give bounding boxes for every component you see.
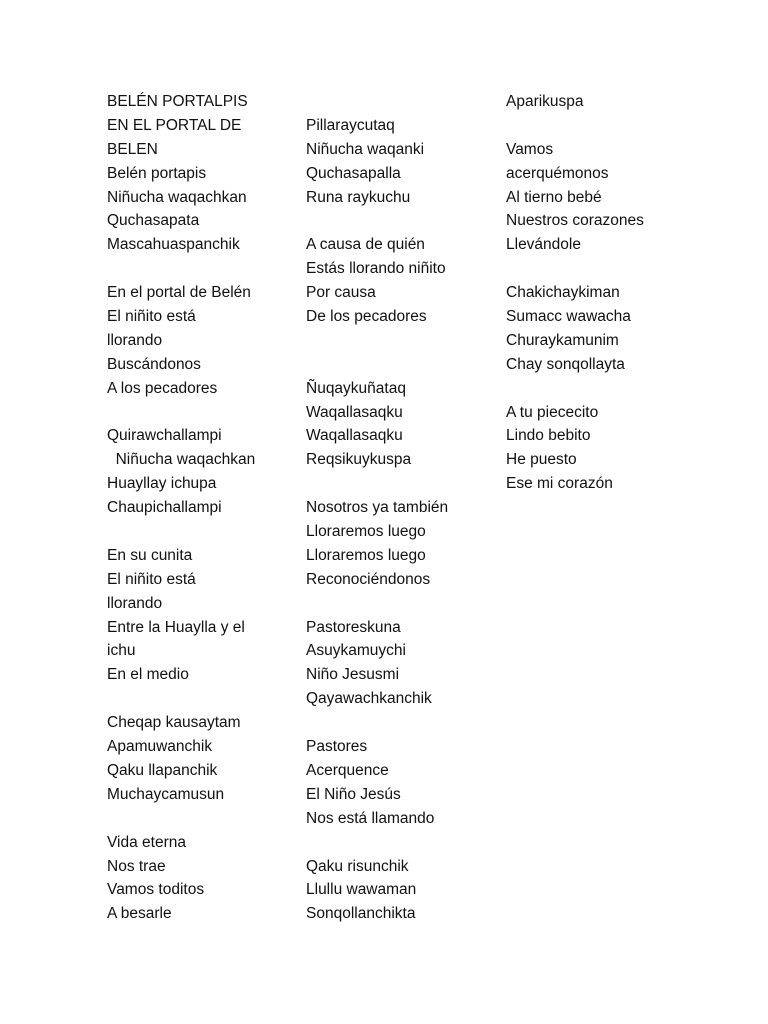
blank-line (306, 90, 486, 114)
lyric-line: BELÉN PORTALPIS (107, 93, 248, 110)
lyric-line: Nuestros corazones (506, 212, 644, 230)
lyric-line: llorando (107, 331, 163, 349)
lyric-line: Cheqap kausaytam (107, 714, 241, 732)
lyric-line: El niñito está (107, 308, 196, 326)
lyric-line: Waqallasaqku (306, 403, 403, 421)
lyric-line: He puesto (506, 451, 577, 469)
lyrics-column-2 (306, 90, 486, 926)
blank-line (306, 472, 486, 496)
lyric-line: A besarle (107, 905, 172, 923)
lyric-line: Sumacc wawacha (506, 308, 631, 326)
lyrics-column-1 (107, 90, 282, 926)
lyric-line: Quirawchallampi (107, 427, 222, 445)
lyric-line: Niñucha waqachkan (107, 451, 256, 469)
lyric-line: Chakichaykiman (506, 284, 620, 302)
blank-line (107, 520, 282, 544)
lyric-line: Qaku llapanchik (107, 761, 218, 779)
lyric-line: Lloraremos luego (306, 546, 426, 564)
lyric-line: Vida eterna (107, 833, 186, 851)
lyric-line: Acerquence (306, 761, 389, 779)
lyric-line: Lloraremos luego (306, 523, 426, 541)
lyric-line: En el portal de Belén (107, 284, 251, 302)
blank-line (306, 831, 486, 855)
lyric-line: Por causa (306, 284, 376, 302)
lyric-line: A los pecadores (107, 379, 218, 397)
lyric-line: BELEN (107, 140, 158, 158)
lyric-line: Buscándonos (107, 355, 201, 373)
lyrics-column-3 (506, 90, 706, 496)
lyric-line: Llullu wawaman (306, 881, 417, 899)
lyric-line: Quchasapalla (306, 164, 401, 182)
lyric-line: Ese mi corazón (506, 475, 613, 493)
lyric-line: Entre la Huaylla y el (107, 618, 245, 636)
lyric-line: Apamuwanchik (107, 738, 213, 756)
lyric-line: EN EL PORTAL DE (107, 116, 242, 134)
lyric-line: Mascahuaspanchik (107, 236, 240, 254)
lyric-line: Llevándole (506, 236, 581, 254)
blank-line (306, 353, 486, 377)
lyric-line: Pastores (306, 738, 368, 756)
lyric-line: Belén portapis (107, 164, 207, 182)
lyric-line: Churaykamunim (506, 331, 619, 349)
lyric-line: Ñuqaykuñataq (306, 379, 406, 397)
blank-line (506, 377, 706, 401)
blank-line (107, 807, 282, 831)
lyric-line: El Niño Jesús (306, 785, 401, 803)
lyric-line: A causa de quién (306, 236, 425, 254)
lyric-line: Pillaraycutaq (306, 116, 395, 134)
blank-line (107, 257, 282, 281)
lyric-line: Vamos (506, 140, 554, 158)
lyric-line: Asuykamuychi (306, 642, 406, 660)
lyric-line: Qaku risunchik (306, 857, 409, 875)
lyric-line: Estás llorando niñito (306, 260, 446, 278)
lyric-line: Nosotros ya también (306, 499, 449, 517)
lyric-line: Quchasapata (107, 212, 200, 230)
lyric-line: Qayawachkanchik (306, 690, 432, 708)
lyric-line: acerquémonos (506, 164, 609, 182)
lyric-line: Aparikuspa (506, 93, 584, 110)
lyric-line: Niñucha waqachkan (107, 188, 247, 206)
blank-line (306, 592, 486, 616)
lyric-line: Nos está llamando (306, 809, 435, 827)
lyric-line: A tu piececito (506, 403, 599, 421)
lyric-line: Niño Jesusmi (306, 666, 400, 684)
blank-line (107, 401, 282, 425)
lyric-line: Lindo bebito (506, 427, 591, 445)
lyric-line: El niñito está (107, 570, 196, 588)
lyric-line: Runa raykuchu (306, 188, 411, 206)
lyric-line: Sonqollanchikta (306, 905, 416, 923)
blank-line (306, 329, 486, 353)
lyric-line: Niñucha waqanki (306, 140, 425, 158)
blank-line (506, 114, 706, 138)
lyric-line: Vamos toditos (107, 881, 205, 899)
lyric-line: Waqallasaqku (306, 427, 403, 445)
lyric-line: llorando (107, 594, 163, 612)
blank-line (306, 711, 486, 735)
lyric-line: Muchaycamusun (107, 785, 225, 803)
lyric-line: ichu (107, 642, 136, 660)
blank-line (306, 209, 486, 233)
blank-line (107, 687, 282, 711)
lyric-line: Al tierno bebé (506, 188, 602, 206)
lyric-line: Reconociéndonos (306, 570, 431, 588)
lyric-line: Huayllay ichupa (107, 475, 217, 493)
lyric-line: De los pecadores (306, 308, 427, 326)
blank-line (506, 257, 706, 281)
lyric-line: Chaupichallampi (107, 499, 222, 517)
lyric-line: Chay sonqollayta (506, 355, 625, 373)
lyric-line: Reqsikuykuspa (306, 451, 412, 469)
lyric-line: En su cunita (107, 546, 193, 564)
lyric-line: En el medio (107, 666, 189, 684)
lyric-line: Pastoreskuna (306, 618, 401, 636)
lyric-line: Nos trae (107, 857, 166, 875)
